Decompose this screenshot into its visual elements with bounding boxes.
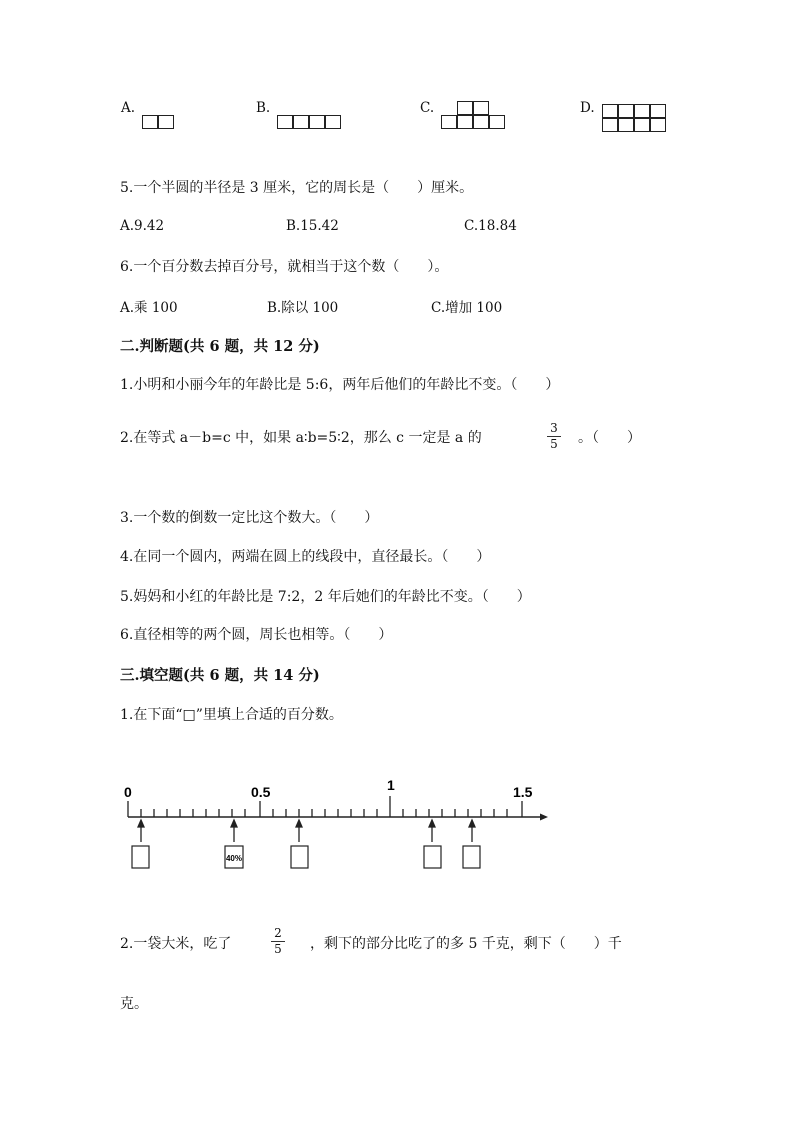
- judge-item-2: 2.在等式 a－b=c 中，如果 a∶b=5∶2，那么 c 一定是 a 的: [120, 430, 482, 446]
- option-c-label: C.: [420, 100, 435, 116]
- judge-item-1: 1.小明和小丽今年的年龄比是 5:6，两年后他们的年龄比不变。（ ）: [120, 377, 560, 393]
- number-line-label-1: 1: [387, 777, 395, 793]
- section-2-heading: 二.判断题(共 6 题，共 12 分): [120, 338, 320, 355]
- arrow-4: [429, 820, 435, 842]
- question-5-stem: 5.一个半圆的半径是 3 厘米，它的周长是（ ）厘米。: [120, 180, 474, 196]
- fill-question-2-part2: ，剩下的部分比吃了的多 5 千克，剩下（ ）千: [310, 936, 622, 952]
- judge-item-3: 3.一个数的倒数一定比这个数大。（ ）: [120, 510, 379, 526]
- question-5-option-b: B.15.42: [286, 218, 339, 234]
- answer-box-2-value: 40%: [225, 854, 243, 863]
- arrow-5: [469, 820, 475, 842]
- option-a-label: A.: [121, 100, 136, 116]
- fraction-numerator: 2: [274, 926, 282, 940]
- arrow-2: [231, 820, 237, 842]
- judge-item-4: 4.在同一个圆内，两端在圆上的线段中，直径最长。（ ）: [120, 549, 491, 565]
- judge-item-5: 5.妈妈和小红的年龄比是 7:2，2 年后她们的年龄比不变。（ ）: [120, 589, 531, 605]
- question-6-option-b: B.除以 100: [267, 300, 339, 316]
- fraction-numerator: 3: [550, 421, 558, 435]
- answer-box-5: [463, 846, 480, 868]
- option-d-label: D.: [580, 100, 595, 116]
- fill-question-1: 1.在下面“□”里填上合适的百分数。: [120, 707, 343, 723]
- question-6-option-c: C.增加 100: [431, 300, 503, 316]
- fraction-denominator: 5: [550, 437, 558, 451]
- judge-item-2-tail: 。（ ）: [578, 430, 641, 446]
- answer-box-3: [291, 846, 308, 868]
- arrow-3: [296, 820, 302, 842]
- arrow-1: [138, 820, 144, 842]
- question-6-option-a: A.乘 100: [120, 300, 178, 316]
- number-line-label-0-5: 0.5: [251, 784, 271, 800]
- fraction-denominator: 5: [274, 942, 282, 956]
- option-b-label: B.: [256, 100, 271, 116]
- question-6-stem: 6.一个百分数去掉百分号，就相当于这个数（ ）。: [120, 259, 449, 275]
- answer-box-1: [132, 846, 149, 868]
- judge-item-2-fraction: [546, 422, 562, 451]
- question-5-option-a: A.9.42: [120, 218, 165, 234]
- fill-question-2-fraction: [270, 927, 286, 956]
- answer-box-4: [424, 846, 441, 868]
- number-line-figure: [110, 770, 570, 880]
- number-line-label-0: 0: [124, 784, 132, 800]
- fill-question-2-part1: 2.一袋大米，吃了: [120, 936, 232, 952]
- judge-item-6: 6.直径相等的两个圆，周长也相等。（ ）: [120, 627, 393, 643]
- question-5-option-c: C.18.84: [464, 218, 517, 234]
- number-line-label-1-5: 1.5: [513, 784, 533, 800]
- section-3-heading: 三.填空题(共 6 题，共 14 分): [120, 667, 320, 684]
- number-line-ticks: [128, 796, 522, 817]
- fill-question-2-part3: 克。: [120, 996, 148, 1012]
